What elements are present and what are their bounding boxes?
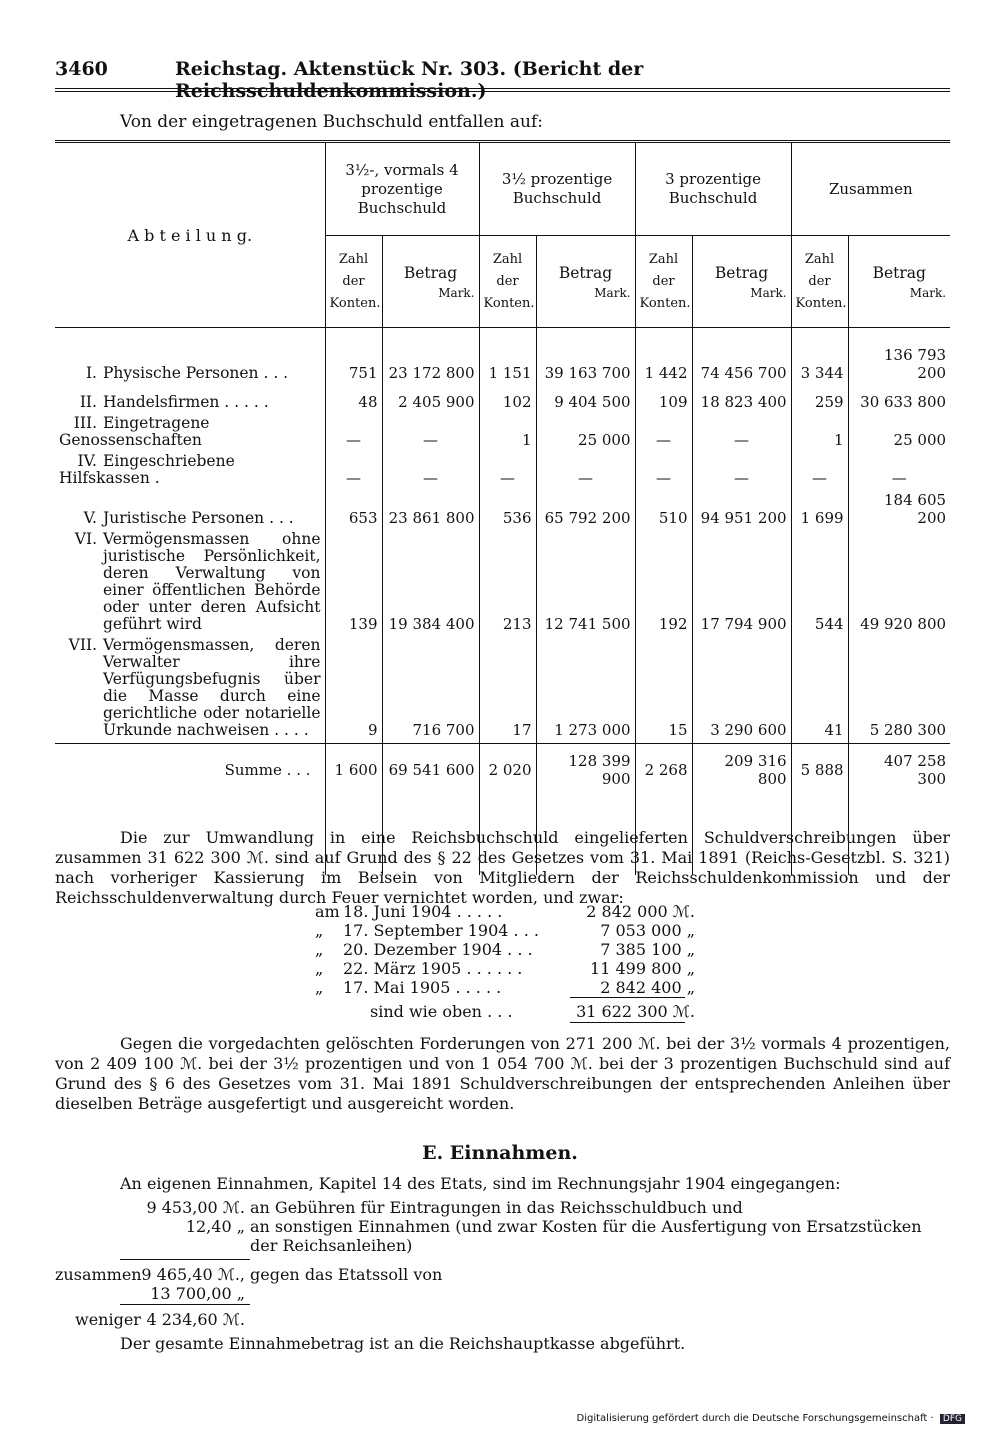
table-cell: 1 273 000 [536, 637, 635, 744]
income-line1-value: 9 453,00 ℳ. [146, 1198, 245, 1217]
income-total-value: 9 465,40 ℳ., [141, 1265, 245, 1284]
table-cell: 213 [479, 531, 536, 637]
table-cell: 23 861 800 [382, 491, 479, 531]
group-header-4: Zusammen [791, 142, 950, 236]
income-total-text: gegen das Etatssoll von [250, 1265, 443, 1284]
table-cell: 259 [791, 386, 848, 415]
sub-amount-3: Betrag Mark. [692, 236, 791, 328]
header-rule-2 [55, 91, 950, 92]
date-lead: „ [315, 940, 324, 959]
sum-cell: 1 600 [325, 743, 382, 797]
section-e-heading: E. Einnahmen. [422, 1142, 578, 1164]
row-label-text: Eingetragene Genossenschaften [59, 413, 210, 449]
group-header-2: 3½ prozentige Buchschuld [479, 142, 635, 236]
table-cell: — [382, 453, 479, 491]
sum-cell: 2 268 [635, 743, 692, 797]
row-label-text: Vermögensmassen, deren Verwalter ihre Verfügungsbefugnis über die Masse durch eine gerichtliche oder notarielle Urkunde nachweisen . . . . [103, 635, 321, 739]
table-cell: 74 456 700 [692, 346, 791, 386]
date-lead: „ [315, 921, 324, 940]
table-cell: — [635, 453, 692, 491]
table-row [55, 531, 950, 637]
row-label [55, 531, 325, 637]
table-cell: 94 951 200 [692, 491, 791, 531]
table-cell: 9 [325, 637, 382, 744]
table-cell: — [635, 415, 692, 453]
date-entry [315, 902, 695, 921]
table-cell: 751 [325, 346, 382, 386]
dates-sum-rule [570, 997, 685, 998]
table-cell: 102 [479, 386, 536, 415]
sum-row [55, 743, 950, 797]
table-row [55, 491, 950, 531]
table-cell: 48 [325, 386, 382, 415]
table-cell: 17 [479, 637, 536, 744]
date-text: 18. Juni 1904 . . . . . [343, 902, 503, 921]
date-amount: 2 842 000 ℳ. [586, 902, 695, 921]
sum-cell: 407 258 300 [848, 743, 950, 797]
paragraph-destruction: Die zur Umwandlung in eine Reichsbuchschuld eingelieferten Schuldverschreibungen über zusammen 31 622 300 ℳ. sind auf Grund des § 22 des Gesetzes vom 31. Mai 1891 (Reichs-Gesetzbl. S. 321) nach vorheriger Kassierung im Beisein von Mitgliedern der Reichsschuldenkommission und der Reichsschuldenverwaltung durch Feuer vernichtet worden, und zwar: [55, 828, 950, 907]
table-cell: — [692, 453, 791, 491]
row-label [55, 453, 325, 491]
row-label-text: Handelsfirmen . . . . . [103, 392, 269, 411]
sub-amount-2: Betrag Mark. [536, 236, 635, 328]
table-cell: 65 792 200 [536, 491, 635, 531]
buchschuld-table [55, 140, 950, 875]
footer-credit [577, 1413, 965, 1424]
income-less-label: weniger [75, 1310, 141, 1329]
date-text: 17. Mai 1905 . . . . . [343, 978, 502, 997]
sum-cell: 2 020 [479, 743, 536, 797]
row-label [55, 386, 325, 415]
table-cell: 5 280 300 [848, 637, 950, 744]
table-cell: 136 793 200 [848, 346, 950, 386]
sum-cell: 5 888 [791, 743, 848, 797]
income-less-value: 4 234,60 ℳ. [146, 1310, 245, 1329]
sub-amount-4: Betrag Mark. [848, 236, 950, 328]
table-row [55, 386, 950, 415]
row-roman: VII. [68, 635, 97, 654]
date-amount: 7 053 000 „ [600, 921, 695, 940]
table-cell: 18 823 400 [692, 386, 791, 415]
table-row [55, 637, 950, 744]
destruction-dates [315, 902, 695, 997]
sub-count-3: Zahl der Konten. [635, 236, 692, 328]
table-cell: 17 794 900 [692, 531, 791, 637]
table-cell: 12 741 500 [536, 531, 635, 637]
page-title: Reichstag. Aktenstück Nr. 303. (Bericht der Reichsschuldenkommission.) [175, 58, 644, 102]
table-cell: 1 151 [479, 346, 536, 386]
table-cell: 39 163 700 [536, 346, 635, 386]
dates-total-value: 31 622 300 ℳ. [576, 1002, 695, 1021]
income-line2-value: 12,40 „ [185, 1217, 245, 1236]
table-cell: 109 [635, 386, 692, 415]
dates-total-label: sind wie oben . . . [370, 1002, 513, 1021]
table-cell: 1 699 [791, 491, 848, 531]
table-cell: 192 [635, 531, 692, 637]
table-cell: 30 633 800 [848, 386, 950, 415]
table-cell: 544 [791, 531, 848, 637]
table-cell: 1 [479, 415, 536, 453]
section-e-closing: Der gesamte Einnahmebetrag ist an die Reichshauptkasse abgeführt. [120, 1334, 686, 1353]
row-label [55, 637, 325, 744]
sub-count-1: Zahl der Konten. [325, 236, 382, 328]
table-cell: — [536, 453, 635, 491]
group-header-1: 3½-, vormals 4 prozentige Buchschuld [325, 142, 479, 236]
row-label-text: Physische Personen . . . [103, 363, 289, 382]
row-label [55, 415, 325, 453]
group-header-3: 3 prozentige Buchschuld [635, 142, 791, 236]
table-cell: 1 442 [635, 346, 692, 386]
row-label [55, 491, 325, 531]
dfg-logo: DFG [940, 1414, 965, 1424]
table-cell: 9 404 500 [536, 386, 635, 415]
header-rule [55, 88, 950, 89]
date-text: 22. März 1905 . . . . . . [343, 959, 523, 978]
table-cell: 2 405 900 [382, 386, 479, 415]
table-cell: — [848, 453, 950, 491]
income-total-label: zusammen [55, 1265, 142, 1284]
row-roman: VI. [74, 529, 97, 548]
row-roman: V. [83, 508, 97, 527]
row-roman: I. [85, 363, 97, 382]
date-lead: „ [315, 959, 324, 978]
page-number: 3460 [55, 58, 108, 80]
sum-label: Summe . . . [55, 743, 325, 797]
date-text: 17. September 1904 . . . [343, 921, 539, 940]
income-line1-text: an Gebühren für Eintragungen in das Reichsschuldbuch und [250, 1198, 743, 1217]
row-label-text: Eingeschriebene Hilfskassen . [59, 451, 235, 487]
dates-total [315, 1002, 695, 1021]
intro-text: Von der eingetragenen Buchschuld entfallen auf: [120, 112, 543, 132]
table-cell: 716 700 [382, 637, 479, 744]
date-amount: 2 842 400 „ [600, 978, 695, 997]
row-roman: IV. [77, 451, 97, 470]
table-cell: — [692, 415, 791, 453]
table-cell: 653 [325, 491, 382, 531]
date-lead: am [315, 902, 340, 921]
table-cell: 49 920 800 [848, 531, 950, 637]
section-e-intro: An eigenen Einnahmen, Kapitel 14 des Etats, sind im Rechnungsjahr 1904 eingegangen: [120, 1174, 841, 1193]
table-cell: — [382, 415, 479, 453]
soll-rule [120, 1304, 250, 1305]
sum-cell: 128 399 900 [536, 743, 635, 797]
table-cell: 184 605 200 [848, 491, 950, 531]
footer-text: Digitalisierung gefördert durch die Deutsche Forschungsgemeinschaft · [576, 1413, 934, 1424]
row-label [55, 346, 325, 386]
dates-total-rule [570, 1022, 685, 1023]
sum-cell: 69 541 600 [382, 743, 479, 797]
table-cell: 23 172 800 [382, 346, 479, 386]
table-cell: 536 [479, 491, 536, 531]
date-amount: 11 499 800 „ [590, 959, 695, 978]
income-sum-rule [120, 1259, 250, 1260]
table-cell: 25 000 [848, 415, 950, 453]
table-cell: — [325, 453, 382, 491]
row-label-text: Juristische Personen . . . [103, 508, 294, 527]
table-row [55, 415, 950, 453]
col-abteilung: A b t e i l u n g. [55, 142, 325, 328]
paragraph-reissue: Gegen die vorgedachten gelöschten Forderungen von 271 200 ℳ. bei der 3½ vormals 4 prozentigen, von 2 409 100 ℳ. bei der 3½ prozentigen und von 1 054 700 ℳ. bei der 3 prozentigen Buchschuld sind auf Grund des § 6 des Gesetzes vom 31. Mai 1891 Schuldverschreibungen der entsprechenden Anleihen über dieselben Beträge ausgefertigt und ausgereicht worden. [55, 1034, 950, 1113]
sub-amount-1: Betrag Mark. [382, 236, 479, 328]
table-cell: 25 000 [536, 415, 635, 453]
sub-count-2: Zahl der Konten. [479, 236, 536, 328]
table-cell: 3 290 600 [692, 637, 791, 744]
table-cell: 139 [325, 531, 382, 637]
table-cell: 15 [635, 637, 692, 744]
page-header [55, 58, 950, 102]
date-entry [315, 959, 695, 978]
table-cell: 1 [791, 415, 848, 453]
sub-count-4: Zahl der Konten. [791, 236, 848, 328]
table-cell: — [791, 453, 848, 491]
table-row [55, 453, 950, 491]
table-row [55, 346, 950, 386]
table-cell: 3 344 [791, 346, 848, 386]
sum-cell: 209 316 800 [692, 743, 791, 797]
date-entry [315, 921, 695, 940]
row-roman: III. [73, 413, 97, 432]
row-roman: II. [79, 392, 97, 411]
table-cell: 41 [791, 637, 848, 744]
table-cell: — [479, 453, 536, 491]
row-label-text: Vermögensmassen ohne juristische Persönlichkeit, deren Verwaltung von einer öffentlichen Behörde oder unter deren Aufsicht geführt wird [103, 529, 321, 633]
date-entry [315, 940, 695, 959]
table-cell: — [325, 415, 382, 453]
date-lead: „ [315, 978, 324, 997]
date-text: 20. Dezember 1904 . . . [343, 940, 533, 959]
etatssoll-value: 13 700,00 „ [150, 1284, 245, 1303]
table-cell: 510 [635, 491, 692, 531]
date-entry [315, 978, 695, 997]
income-line2-text: an sonstigen Einnahmen (und zwar Kosten für die Ausfertigung von Ersatzstücken der Reichsanleihen) [250, 1217, 922, 1255]
table-cell: 19 384 400 [382, 531, 479, 637]
date-amount: 7 385 100 „ [600, 940, 695, 959]
